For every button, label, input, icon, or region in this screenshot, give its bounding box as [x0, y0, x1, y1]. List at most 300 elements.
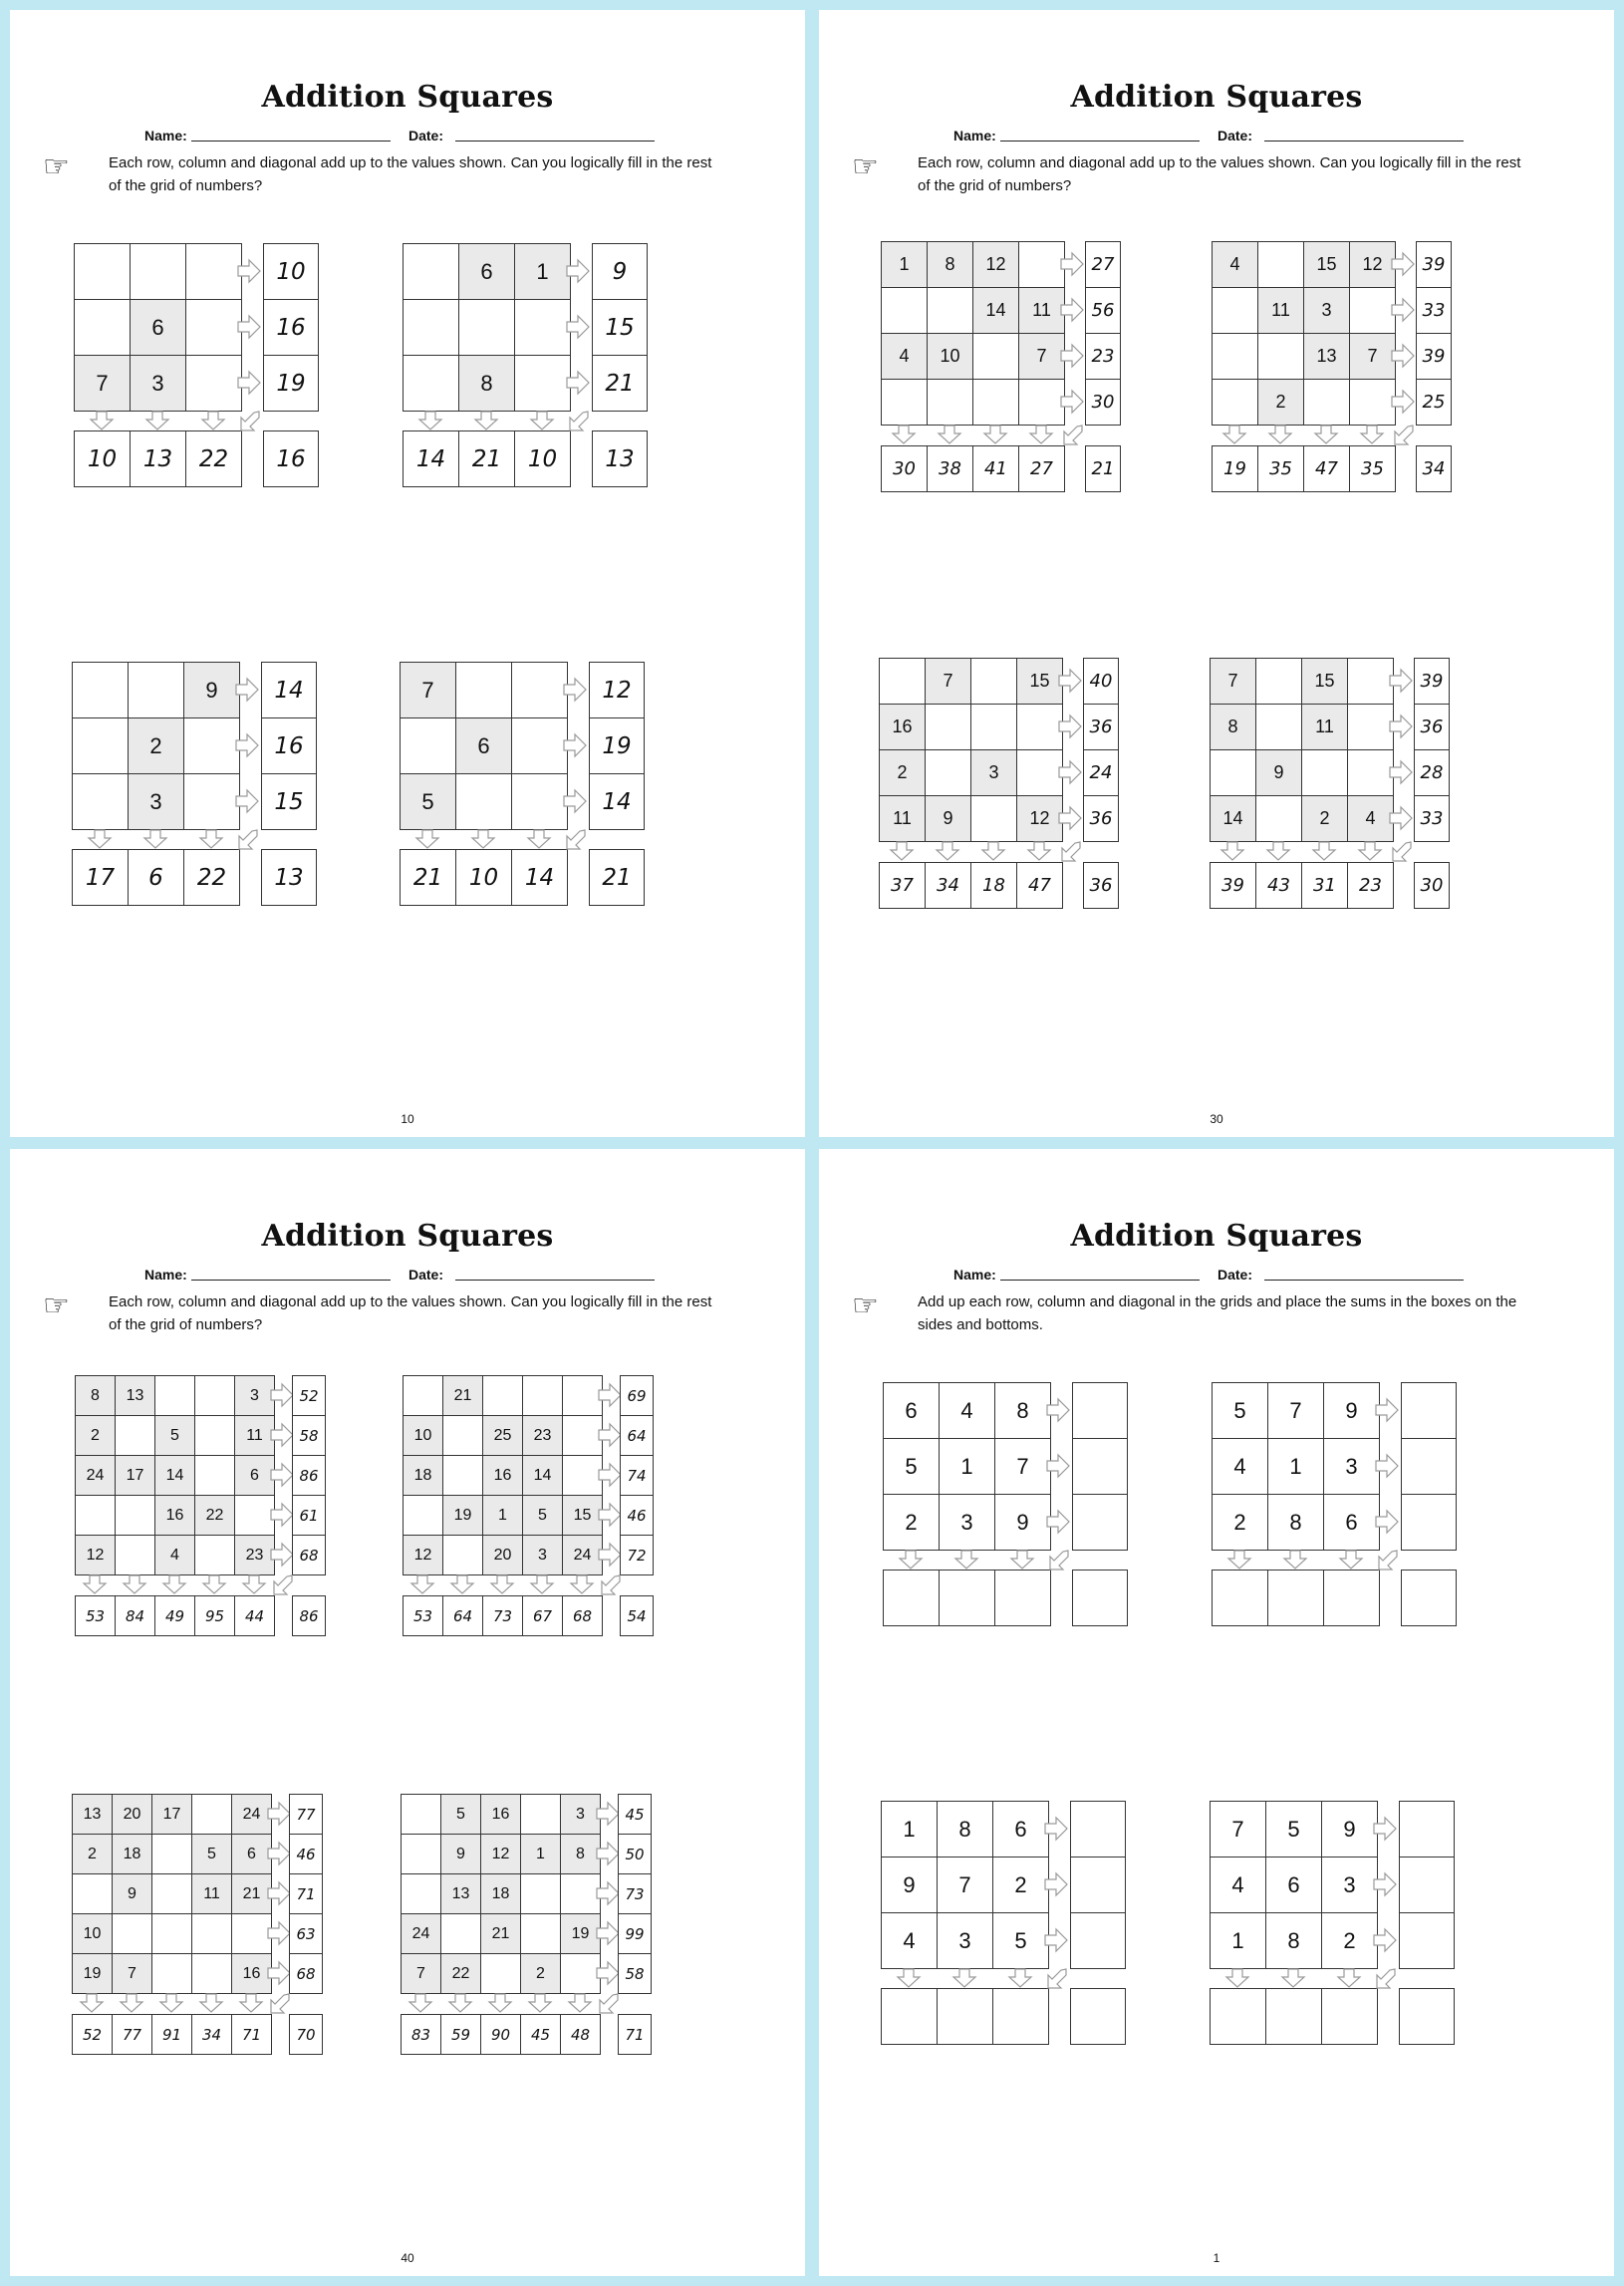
grid-cell[interactable] [183, 773, 240, 830]
date-field[interactable] [1264, 1280, 1464, 1281]
grid-cell[interactable]: 3 [1303, 287, 1350, 334]
grid-cell[interactable]: 3 [970, 749, 1017, 796]
column-sum-box[interactable]: 21 [400, 849, 456, 906]
grid-cell[interactable] [400, 717, 456, 774]
row-sum-box[interactable]: 69 [620, 1375, 654, 1416]
column-sum-box[interactable] [1210, 1988, 1266, 2045]
column-sum-box[interactable]: 84 [115, 1595, 155, 1636]
row-sum-box[interactable]: 15 [592, 299, 648, 356]
grid-cell[interactable]: 8 [1210, 704, 1256, 750]
grid-cell[interactable] [185, 243, 242, 300]
grid-cell[interactable]: 7 [400, 662, 456, 718]
row-sum-box[interactable]: 28 [1414, 749, 1450, 796]
grid-cell[interactable]: 5 [883, 1438, 940, 1495]
grid-cell[interactable]: 3 [1321, 1857, 1378, 1913]
grid-cell[interactable] [1347, 704, 1394, 750]
grid-cell[interactable]: 6 [458, 243, 515, 300]
grid-cell[interactable]: 11 [1257, 287, 1304, 334]
name-field[interactable] [191, 1280, 391, 1281]
grid-cell[interactable]: 8 [927, 241, 973, 288]
grid-cell[interactable] [74, 299, 131, 356]
grid-cell[interactable] [403, 355, 459, 412]
diagonal-sum-box[interactable]: 16 [263, 430, 319, 487]
row-sum-box[interactable]: 36 [1083, 704, 1119, 750]
grid-cell[interactable]: 1 [520, 1834, 561, 1874]
row-sum-box[interactable]: 77 [289, 1794, 323, 1835]
grid-cell[interactable] [72, 773, 129, 830]
grid-cell[interactable]: 19 [442, 1495, 483, 1536]
grid-cell[interactable]: 14 [1210, 795, 1256, 842]
grid-cell[interactable]: 13 [115, 1375, 155, 1416]
row-sum-box[interactable]: 61 [292, 1495, 326, 1536]
grid-cell[interactable]: 2 [1321, 1912, 1378, 1969]
grid-cell[interactable]: 3 [128, 773, 184, 830]
row-sum-box[interactable]: 16 [263, 299, 319, 356]
grid-cell[interactable]: 9 [112, 1873, 152, 1914]
row-sum-box[interactable]: 68 [289, 1953, 323, 1994]
column-sum-box[interactable] [881, 1988, 938, 2045]
grid-cell[interactable]: 24 [562, 1535, 603, 1575]
diagonal-sum-box[interactable] [1072, 1570, 1128, 1626]
column-sum-box[interactable]: 10 [74, 430, 131, 487]
grid-cell[interactable]: 24 [75, 1455, 116, 1496]
column-sum-box[interactable]: 90 [480, 2014, 521, 2055]
grid-cell[interactable] [442, 1455, 483, 1496]
row-sum-box[interactable]: 64 [620, 1415, 654, 1456]
column-sum-box[interactable] [1323, 1570, 1380, 1626]
grid-cell[interactable]: 2 [75, 1415, 116, 1456]
grid-cell[interactable] [401, 1794, 441, 1835]
column-sum-box[interactable] [994, 1570, 1051, 1626]
column-sum-box[interactable]: 10 [514, 430, 571, 487]
column-sum-box[interactable]: 48 [560, 2014, 601, 2055]
grid-cell[interactable]: 8 [560, 1834, 601, 1874]
grid-cell[interactable] [1212, 379, 1258, 426]
grid-cell[interactable]: 7 [112, 1953, 152, 1994]
grid-cell[interactable] [1301, 749, 1348, 796]
grid-cell[interactable]: 1 [482, 1495, 523, 1536]
grid-cell[interactable]: 10 [72, 1913, 113, 1954]
grid-cell[interactable]: 20 [112, 1794, 152, 1835]
grid-cell[interactable]: 6 [130, 299, 186, 356]
grid-cell[interactable]: 15 [1016, 658, 1063, 705]
grid-cell[interactable]: 9 [1323, 1382, 1380, 1439]
grid-cell[interactable] [970, 704, 1017, 750]
grid-cell[interactable] [115, 1495, 155, 1536]
grid-cell[interactable]: 12 [75, 1535, 116, 1575]
grid-cell[interactable]: 9 [1255, 749, 1302, 796]
row-sum-box[interactable]: 39 [1414, 658, 1450, 705]
grid-cell[interactable]: 9 [440, 1834, 481, 1874]
grid-cell[interactable]: 8 [75, 1375, 116, 1416]
column-sum-box[interactable]: 37 [879, 862, 926, 909]
grid-cell[interactable]: 1 [939, 1438, 995, 1495]
grid-cell[interactable]: 2 [1257, 379, 1304, 426]
column-sum-box[interactable]: 14 [511, 849, 568, 906]
grid-cell[interactable] [442, 1535, 483, 1575]
grid-cell[interactable] [458, 299, 515, 356]
grid-cell[interactable] [401, 1873, 441, 1914]
grid-cell[interactable] [455, 662, 512, 718]
column-sum-box[interactable]: 64 [442, 1595, 483, 1636]
grid-cell[interactable]: 5 [1265, 1801, 1322, 1857]
column-sum-box[interactable]: 10 [455, 849, 512, 906]
row-sum-box[interactable]: 33 [1416, 287, 1452, 334]
grid-cell[interactable] [154, 1375, 195, 1416]
row-sum-box[interactable]: 25 [1416, 379, 1452, 426]
column-sum-box[interactable]: 30 [881, 445, 928, 492]
grid-cell[interactable]: 8 [994, 1382, 1051, 1439]
grid-cell[interactable] [185, 299, 242, 356]
grid-cell[interactable]: 2 [992, 1857, 1049, 1913]
column-sum-box[interactable]: 6 [128, 849, 184, 906]
grid-cell[interactable]: 21 [442, 1375, 483, 1416]
diagonal-sum-box[interactable] [1070, 1988, 1126, 2045]
grid-cell[interactable]: 13 [440, 1873, 481, 1914]
row-sum-box[interactable]: 9 [592, 243, 648, 300]
grid-cell[interactable] [480, 1953, 521, 1994]
grid-cell[interactable]: 3 [234, 1375, 275, 1416]
grid-cell[interactable]: 18 [403, 1455, 443, 1496]
diagonal-sum-box[interactable]: 21 [589, 849, 645, 906]
grid-cell[interactable] [403, 1375, 443, 1416]
row-sum-box[interactable]: 40 [1083, 658, 1119, 705]
grid-cell[interactable]: 3 [522, 1535, 563, 1575]
row-sum-box[interactable]: 99 [618, 1913, 652, 1954]
row-sum-box[interactable]: 27 [1085, 241, 1121, 288]
grid-cell[interactable]: 15 [1303, 241, 1350, 288]
diagonal-sum-box[interactable]: 86 [292, 1595, 326, 1636]
column-sum-box[interactable]: 13 [130, 430, 186, 487]
grid-cell[interactable] [231, 1913, 272, 1954]
grid-cell[interactable]: 11 [1018, 287, 1065, 334]
row-sum-box[interactable]: 39 [1416, 241, 1452, 288]
grid-cell[interactable] [1018, 379, 1065, 426]
row-sum-box[interactable]: 33 [1414, 795, 1450, 842]
column-sum-box[interactable]: 91 [151, 2014, 192, 2055]
column-sum-box[interactable] [1321, 1988, 1378, 2045]
column-sum-box[interactable]: 21 [458, 430, 515, 487]
row-sum-box[interactable]: 10 [263, 243, 319, 300]
column-sum-box[interactable]: 34 [925, 862, 971, 909]
row-sum-box[interactable]: 45 [618, 1794, 652, 1835]
grid-cell[interactable]: 7 [401, 1953, 441, 1994]
grid-cell[interactable]: 14 [522, 1455, 563, 1496]
grid-cell[interactable]: 9 [183, 662, 240, 718]
grid-cell[interactable]: 8 [1267, 1494, 1324, 1551]
row-sum-box[interactable]: 14 [589, 773, 645, 830]
grid-cell[interactable] [72, 1873, 113, 1914]
grid-cell[interactable] [194, 1415, 235, 1456]
grid-cell[interactable]: 4 [1212, 1438, 1268, 1495]
row-sum-box[interactable] [1070, 1912, 1126, 1969]
grid-cell[interactable] [115, 1535, 155, 1575]
grid-cell[interactable]: 5 [1212, 1382, 1268, 1439]
grid-cell[interactable]: 14 [154, 1455, 195, 1496]
date-field[interactable] [455, 141, 655, 142]
grid-cell[interactable]: 12 [480, 1834, 521, 1874]
column-sum-box[interactable] [1265, 1988, 1322, 2045]
column-sum-box[interactable]: 49 [154, 1595, 195, 1636]
grid-cell[interactable]: 3 [1323, 1438, 1380, 1495]
grid-cell[interactable]: 7 [1210, 1801, 1266, 1857]
date-field[interactable] [1264, 141, 1464, 142]
grid-cell[interactable]: 2 [1301, 795, 1348, 842]
grid-cell[interactable]: 18 [112, 1834, 152, 1874]
column-sum-box[interactable] [992, 1988, 1049, 2045]
grid-cell[interactable] [72, 717, 129, 774]
grid-cell[interactable]: 9 [1321, 1801, 1378, 1857]
row-sum-box[interactable] [1070, 1857, 1126, 1913]
grid-cell[interactable] [115, 1415, 155, 1456]
grid-cell[interactable] [970, 795, 1017, 842]
grid-cell[interactable] [925, 749, 971, 796]
grid-cell[interactable] [514, 299, 571, 356]
grid-cell[interactable]: 4 [881, 1912, 938, 1969]
column-sum-box[interactable]: 47 [1303, 445, 1350, 492]
row-sum-box[interactable]: 72 [620, 1535, 654, 1575]
grid-cell[interactable]: 22 [440, 1953, 481, 1994]
grid-cell[interactable] [520, 1913, 561, 1954]
grid-cell[interactable] [927, 379, 973, 426]
grid-cell[interactable]: 4 [1212, 241, 1258, 288]
grid-cell[interactable]: 23 [234, 1535, 275, 1575]
grid-cell[interactable]: 7 [74, 355, 131, 412]
row-sum-box[interactable] [1070, 1801, 1126, 1857]
grid-cell[interactable]: 19 [560, 1913, 601, 1954]
grid-cell[interactable]: 14 [972, 287, 1019, 334]
grid-cell[interactable] [520, 1873, 561, 1914]
grid-cell[interactable]: 22 [194, 1495, 235, 1536]
grid-cell[interactable]: 9 [994, 1494, 1051, 1551]
grid-cell[interactable]: 3 [560, 1794, 601, 1835]
grid-cell[interactable]: 12 [403, 1535, 443, 1575]
grid-cell[interactable]: 25 [482, 1415, 523, 1456]
grid-cell[interactable]: 6 [455, 717, 512, 774]
grid-cell[interactable] [130, 243, 186, 300]
row-sum-box[interactable]: 19 [263, 355, 319, 412]
grid-cell[interactable] [1349, 379, 1396, 426]
grid-cell[interactable] [1255, 795, 1302, 842]
diagonal-sum-box[interactable]: 54 [620, 1595, 654, 1636]
row-sum-box[interactable] [1401, 1438, 1457, 1495]
row-sum-box[interactable]: 30 [1085, 379, 1121, 426]
name-field[interactable] [1000, 1280, 1200, 1281]
grid-cell[interactable] [234, 1495, 275, 1536]
grid-cell[interactable]: 16 [482, 1455, 523, 1496]
column-sum-box[interactable]: 17 [72, 849, 129, 906]
row-sum-box[interactable]: 24 [1083, 749, 1119, 796]
row-sum-box[interactable]: 46 [289, 1834, 323, 1874]
grid-cell[interactable]: 4 [1347, 795, 1394, 842]
row-sum-box[interactable]: 58 [292, 1415, 326, 1456]
diagonal-sum-box[interactable]: 71 [618, 2014, 652, 2055]
grid-cell[interactable] [191, 1953, 232, 1994]
grid-cell[interactable] [1303, 379, 1350, 426]
column-sum-box[interactable]: 68 [562, 1595, 603, 1636]
grid-cell[interactable] [1347, 749, 1394, 796]
grid-cell[interactable] [511, 773, 568, 830]
grid-cell[interactable]: 2 [879, 749, 926, 796]
grid-cell[interactable]: 2 [520, 1953, 561, 1994]
grid-cell[interactable]: 24 [231, 1794, 272, 1835]
row-sum-box[interactable]: 46 [620, 1495, 654, 1536]
grid-cell[interactable] [403, 243, 459, 300]
grid-cell[interactable]: 16 [879, 704, 926, 750]
grid-cell[interactable] [112, 1913, 152, 1954]
grid-cell[interactable]: 16 [231, 1953, 272, 1994]
grid-cell[interactable]: 16 [154, 1495, 195, 1536]
grid-cell[interactable] [522, 1375, 563, 1416]
grid-cell[interactable]: 16 [480, 1794, 521, 1835]
date-field[interactable] [455, 1280, 655, 1281]
grid-cell[interactable] [482, 1375, 523, 1416]
grid-cell[interactable]: 13 [1303, 333, 1350, 380]
row-sum-box[interactable]: 39 [1416, 333, 1452, 380]
grid-cell[interactable]: 21 [231, 1873, 272, 1914]
grid-cell[interactable] [442, 1415, 483, 1456]
column-sum-box[interactable]: 73 [482, 1595, 523, 1636]
grid-cell[interactable]: 5 [154, 1415, 195, 1456]
grid-cell[interactable]: 5 [992, 1912, 1049, 1969]
grid-cell[interactable] [925, 704, 971, 750]
row-sum-box[interactable] [1401, 1382, 1457, 1439]
grid-cell[interactable] [183, 717, 240, 774]
grid-cell[interactable] [560, 1953, 601, 1994]
grid-cell[interactable]: 2 [128, 717, 184, 774]
column-sum-box[interactable]: 95 [194, 1595, 235, 1636]
grid-cell[interactable] [1212, 333, 1258, 380]
grid-cell[interactable]: 12 [1016, 795, 1063, 842]
grid-cell[interactable] [191, 1794, 232, 1835]
grid-cell[interactable] [1255, 658, 1302, 705]
grid-cell[interactable]: 5 [522, 1495, 563, 1536]
column-sum-box[interactable] [883, 1570, 940, 1626]
grid-cell[interactable]: 11 [191, 1873, 232, 1914]
diagonal-sum-box[interactable]: 30 [1414, 862, 1450, 909]
column-sum-box[interactable]: 27 [1018, 445, 1065, 492]
grid-cell[interactable] [972, 379, 1019, 426]
grid-cell[interactable]: 24 [401, 1913, 441, 1954]
grid-cell[interactable]: 7 [994, 1438, 1051, 1495]
grid-cell[interactable]: 17 [151, 1794, 192, 1835]
grid-cell[interactable] [1018, 241, 1065, 288]
row-sum-box[interactable] [1399, 1912, 1455, 1969]
grid-cell[interactable] [403, 1495, 443, 1536]
column-sum-box[interactable]: 45 [520, 2014, 561, 2055]
row-sum-box[interactable]: 68 [292, 1535, 326, 1575]
row-sum-box[interactable] [1399, 1857, 1455, 1913]
grid-cell[interactable]: 21 [480, 1913, 521, 1954]
diagonal-sum-box[interactable]: 34 [1416, 445, 1452, 492]
row-sum-box[interactable] [1399, 1801, 1455, 1857]
grid-cell[interactable]: 6 [234, 1455, 275, 1496]
grid-cell[interactable] [440, 1913, 481, 1954]
grid-cell[interactable] [151, 1873, 192, 1914]
grid-cell[interactable]: 2 [883, 1494, 940, 1551]
grid-cell[interactable] [151, 1953, 192, 1994]
column-sum-box[interactable]: 53 [403, 1595, 443, 1636]
column-sum-box[interactable]: 77 [112, 2014, 152, 2055]
column-sum-box[interactable]: 31 [1301, 862, 1348, 909]
grid-cell[interactable]: 15 [562, 1495, 603, 1536]
row-sum-box[interactable]: 23 [1085, 333, 1121, 380]
column-sum-box[interactable]: 19 [1212, 445, 1258, 492]
grid-cell[interactable]: 13 [72, 1794, 113, 1835]
grid-cell[interactable] [191, 1913, 232, 1954]
row-sum-box[interactable] [1072, 1382, 1128, 1439]
grid-cell[interactable] [562, 1415, 603, 1456]
grid-cell[interactable] [881, 287, 928, 334]
grid-cell[interactable]: 1 [1210, 1912, 1266, 1969]
grid-cell[interactable] [1210, 749, 1256, 796]
grid-cell[interactable]: 7 [1267, 1382, 1324, 1439]
grid-cell[interactable]: 9 [925, 795, 971, 842]
row-sum-box[interactable]: 71 [289, 1873, 323, 1914]
grid-cell[interactable] [560, 1873, 601, 1914]
grid-cell[interactable]: 4 [881, 333, 928, 380]
column-sum-box[interactable] [1212, 1570, 1268, 1626]
grid-cell[interactable]: 9 [881, 1857, 938, 1913]
column-sum-box[interactable]: 67 [522, 1595, 563, 1636]
grid-cell[interactable]: 20 [482, 1535, 523, 1575]
grid-cell[interactable]: 8 [458, 355, 515, 412]
grid-cell[interactable]: 4 [154, 1535, 195, 1575]
grid-cell[interactable]: 11 [879, 795, 926, 842]
grid-cell[interactable]: 3 [939, 1494, 995, 1551]
grid-cell[interactable]: 11 [234, 1415, 275, 1456]
row-sum-box[interactable]: 16 [261, 717, 317, 774]
diagonal-sum-box[interactable]: 70 [289, 2014, 323, 2055]
row-sum-box[interactable]: 36 [1414, 704, 1450, 750]
grid-cell[interactable] [151, 1834, 192, 1874]
row-sum-box[interactable]: 14 [261, 662, 317, 718]
grid-cell[interactable]: 7 [1018, 333, 1065, 380]
grid-cell[interactable]: 17 [115, 1455, 155, 1496]
column-sum-box[interactable]: 83 [401, 2014, 441, 2055]
grid-cell[interactable]: 4 [939, 1382, 995, 1439]
column-sum-box[interactable]: 43 [1255, 862, 1302, 909]
row-sum-box[interactable]: 52 [292, 1375, 326, 1416]
grid-cell[interactable]: 3 [937, 1912, 993, 1969]
grid-cell[interactable] [401, 1834, 441, 1874]
grid-cell[interactable]: 12 [1349, 241, 1396, 288]
grid-cell[interactable]: 7 [1349, 333, 1396, 380]
grid-cell[interactable]: 23 [522, 1415, 563, 1456]
row-sum-box[interactable]: 50 [618, 1834, 652, 1874]
column-sum-box[interactable]: 44 [234, 1595, 275, 1636]
grid-cell[interactable]: 10 [403, 1415, 443, 1456]
grid-cell[interactable] [1257, 333, 1304, 380]
grid-cell[interactable] [511, 662, 568, 718]
column-sum-box[interactable]: 53 [75, 1595, 116, 1636]
grid-cell[interactable]: 7 [1210, 658, 1256, 705]
grid-cell[interactable] [128, 662, 184, 718]
grid-cell[interactable] [1255, 704, 1302, 750]
grid-cell[interactable] [151, 1913, 192, 1954]
grid-cell[interactable]: 3 [130, 355, 186, 412]
column-sum-box[interactable]: 39 [1210, 862, 1256, 909]
grid-cell[interactable] [1212, 287, 1258, 334]
grid-cell[interactable] [74, 243, 131, 300]
column-sum-box[interactable]: 47 [1016, 862, 1063, 909]
grid-cell[interactable] [562, 1455, 603, 1496]
grid-cell[interactable]: 15 [1301, 658, 1348, 705]
grid-cell[interactable] [879, 658, 926, 705]
grid-cell[interactable]: 5 [191, 1834, 232, 1874]
diagonal-sum-box[interactable]: 13 [592, 430, 648, 487]
row-sum-box[interactable]: 74 [620, 1455, 654, 1496]
